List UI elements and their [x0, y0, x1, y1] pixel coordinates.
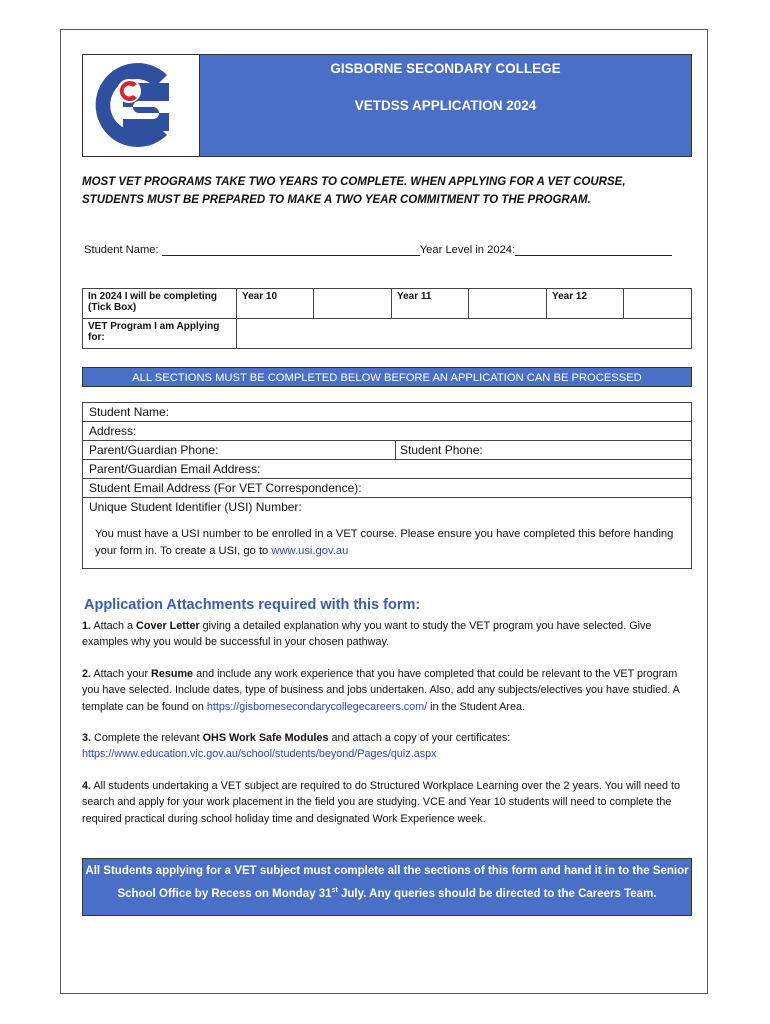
item-text: Attach a: [93, 620, 134, 632]
item-text: giving a detailed explanation why you want to study the VET program you have selected. Give examples why you would be successful in your chosen pathway.: [82, 620, 652, 649]
tick-box-year-12[interactable]: [624, 289, 692, 319]
usi-link[interactable]: www.usi.gov.au: [271, 545, 349, 557]
school-name: GISBORNE SECONDARY COLLEGE: [330, 61, 561, 76]
usi-note: [83, 516, 691, 568]
item-number: 1.: [82, 620, 92, 632]
item-text: in the Student Area.: [430, 700, 525, 713]
attachment-item-3: [82, 730, 694, 763]
date-suffix: st: [331, 887, 338, 894]
item-number: 3.: [82, 732, 92, 745]
attachment-item-1: [82, 618, 694, 651]
usi-row[interactable]: Unique Student Identifier (USI) Number:: [89, 500, 302, 514]
option-year-12: Year 12: [547, 289, 624, 319]
completing-label: In 2024 I will be completing (Tick Box): [83, 289, 237, 319]
item-emphasis: Cover Letter: [136, 620, 200, 632]
student-email-row[interactable]: Student Email Address (For VET Correspondence):: [83, 479, 691, 498]
item-text: Complete the relevant: [94, 732, 200, 745]
item-emphasis: Resume: [151, 667, 194, 680]
parent-phone-field[interactable]: Parent/Guardian Phone:: [83, 441, 396, 459]
item-number: 2.: [82, 667, 92, 680]
student-name-field[interactable]: [162, 243, 420, 256]
program-label: VET Program I am Applying for:: [83, 319, 237, 349]
phone-row: [83, 441, 691, 460]
parent-email-row[interactable]: Parent/Guardian Email Address:: [83, 460, 691, 479]
submission-text: July. Any queries should be directed to the Careers Team.: [341, 887, 657, 900]
name-year-line: [84, 243, 684, 256]
student-details: [82, 402, 692, 569]
year-level-field[interactable]: [515, 243, 672, 256]
commitment-notice: MOST VET PROGRAMS TAKE TWO YEARS TO COMPLETE. WHEN APPLYING FOR A VET COURSE, STUDENTS MUST BE PREPARED TO MAKE A TWO YEAR COMMITMENT TO THE PROGRAM.: [82, 176, 626, 206]
submission-banner: [82, 858, 692, 916]
item-text: and include any work experience that you have completed that could be relevant to the VET program you have selected. Include dates, type of business and jobs undertaken. Also, add any subjects/electives you have studied. A template can be found on: [82, 667, 680, 713]
year-level-label: Year Level in 2024:: [419, 244, 516, 256]
student-name-label: Student Name:: [84, 244, 159, 256]
attachments-list: [82, 618, 694, 842]
form-title: VETDSS APPLICATION 2024: [354, 98, 537, 113]
address-row[interactable]: Address:: [83, 422, 691, 441]
year-table: [82, 288, 692, 349]
option-year-10: Year 10: [237, 289, 314, 319]
header-band: [200, 55, 691, 156]
program-field[interactable]: [237, 319, 692, 349]
school-logo: [83, 55, 200, 156]
item-text: and attach a copy of your certificates:: [331, 732, 511, 745]
attachment-item-4: [82, 778, 694, 827]
submission-text: All Students applying for a VET subject must complete all the sections of this form and hand it in to the Senior School Office by Recess on Monday 31: [85, 865, 689, 900]
option-year-11: Year 11: [392, 289, 469, 319]
attachment-item-2: [82, 666, 694, 715]
student-name-row[interactable]: Student Name:: [83, 403, 691, 422]
item-text: Attach your: [93, 667, 149, 680]
student-phone-field[interactable]: Student Phone:: [400, 443, 483, 457]
careers-site-link[interactable]: https://gisbornesecondarycollegecareers.com/: [206, 700, 428, 713]
tick-box-year-10[interactable]: [314, 289, 392, 319]
item-number: 4.: [82, 779, 92, 792]
form-header: [82, 54, 692, 157]
item-text: All students undertaking a VET subject are required to do Structured Workplace Learning over the 2 years. You will need to search and apply for your work placement in the field you are studying. VCE and Year 10 students will need to complete the required practical during school holiday time and designated Work Experience week.: [82, 779, 681, 825]
attachments-title: Application Attachments required with this form:: [84, 597, 421, 613]
sections-banner: ALL SECTIONS MUST BE COMPLETED BELOW BEFORE AN APPLICATION CAN BE PROCESSED: [82, 367, 692, 387]
ohs-quiz-link[interactable]: https://www.education.vic.gov.au/school/students/beyond/Pages/quiz.aspx: [82, 748, 437, 761]
item-emphasis: OHS Work Safe Modules: [202, 732, 329, 745]
tick-box-year-11[interactable]: [469, 289, 547, 319]
usi-note-text: You must have a USI number to be enrolled in a VET course. Please ensure you have completed this before handing your form in. To create a USI, go to: [95, 528, 674, 557]
